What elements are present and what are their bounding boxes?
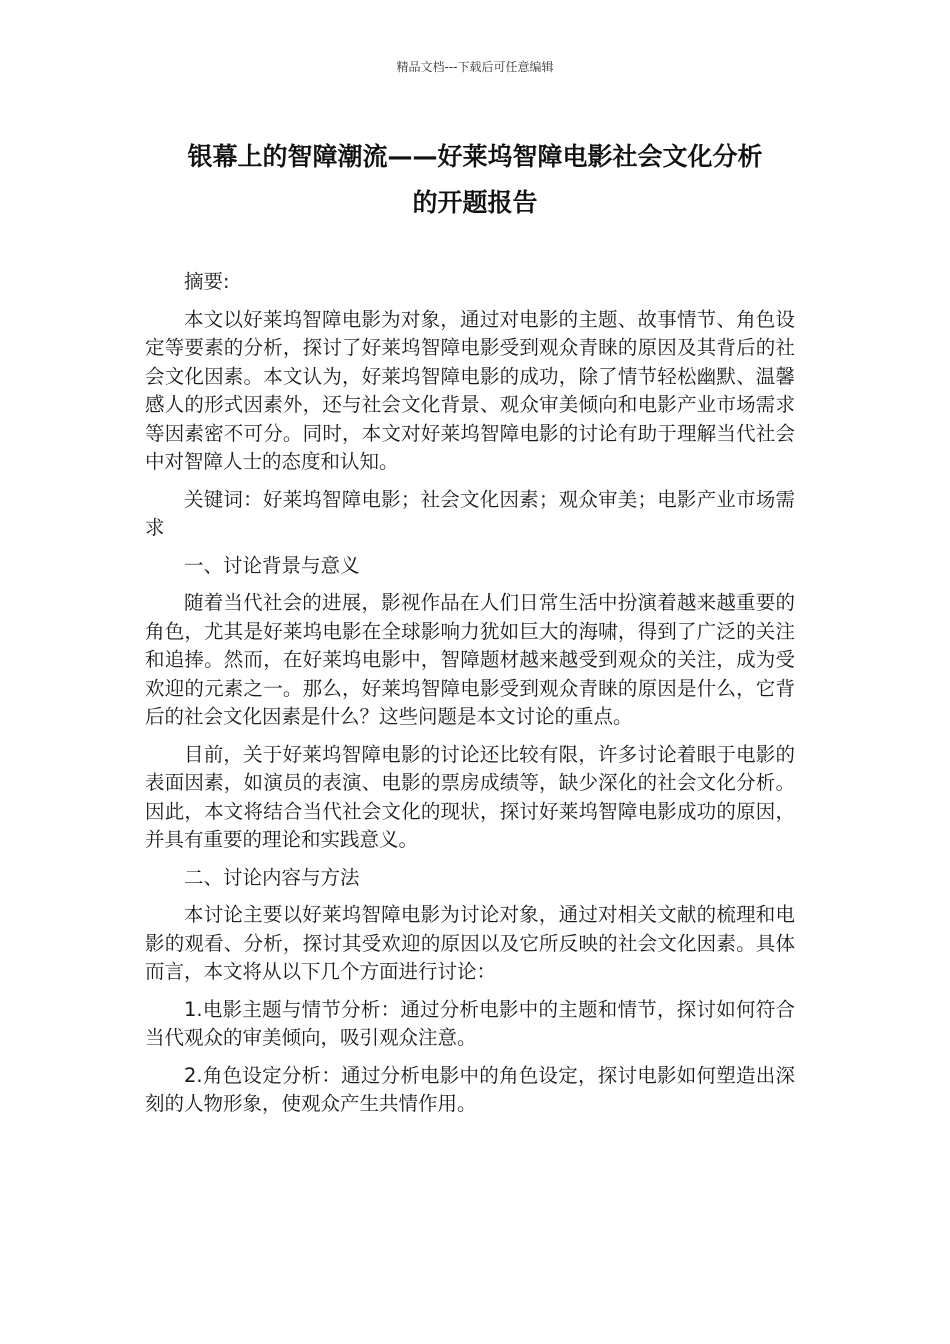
list-item-theme-plot: 1.电影主题与情节分析：通过分析电影中的主题和情节，探讨如何符合当代观众的审美倾向，吸引观众注意。	[145, 997, 795, 1049]
page-header: 精品文档---下载后可任意编辑	[396, 60, 554, 74]
title-line-1: 银幕上的智障潮流——好莱坞智障电影社会文化分析	[187, 142, 763, 171]
background-paragraph-2: 目前，关于好莱坞智障电影的讨论还比较有限，许多讨论着眼于电影的表面因素，如演员的表演、电影的票房成绩等，缺少深化的社会文化分析。因此，本文将结合当代社会文化的现状，探讨好莱坞智障电影成功的原因，并具有重要的理论和实践意义。	[145, 742, 795, 851]
abstract-label: 摘要:	[184, 270, 230, 293]
background-paragraph-1: 随着当代社会的进展，影视作品在人们日常生活中扮演着越来越重要的角色，尤其是好莱坞电影在全球影响力犹如巨大的海啸，得到了广泛的关注和追捧。然而，在好莱坞电影中，智障题材越来越受到观众的关注，成为受欢迎的元素之一。那么，好莱坞智障电影受到观众青睐的原因是什么，它背后的社会文化因素是什么？这些问题是本文讨论的重点。	[145, 591, 795, 728]
document-body	[145, 268, 795, 1128]
section-heading-background: 一、讨论背景与意义	[184, 553, 360, 577]
document-title	[120, 134, 830, 226]
abstract-paragraph: 本文以好莱坞智障电影为对象，通过对电影的主题、故事情节、角色设定等要素的分析，探讨了好莱坞智障电影受到观众青睐的原因及其背后的社会文化因素。本文认为，好莱坞智障电影的成功，除了情节轻松幽默、温馨感人的形式因素外，还与社会文化背景、观众审美倾向和电影产业市场需求等因素密不可分。同时，本文对好莱坞智障电影的讨论有助于理解当代社会中对智障人士的态度和认知。	[145, 307, 795, 473]
content-paragraph: 本讨论主要以好莱坞智障电影为讨论对象，通过对相关文献的梳理和电影的观看、分析，探讨其受欢迎的原因以及它所反映的社会文化因素。具体而言，本文将从以下几个方面进行讨论：	[145, 903, 795, 983]
title-line-2: 的开题报告	[412, 188, 538, 217]
list-item-character: 2.角色设定分析：通过分析电影中的角色设定，探讨电影如何塑造出深刻的人物形象，使观众产生共情作用。	[145, 1063, 795, 1115]
section-heading-content-method: 二、讨论内容与方法	[184, 865, 360, 889]
keywords-paragraph: 关键词：好莱坞智障电影；社会文化因素；观众审美；电影产业市场需求	[145, 487, 795, 539]
